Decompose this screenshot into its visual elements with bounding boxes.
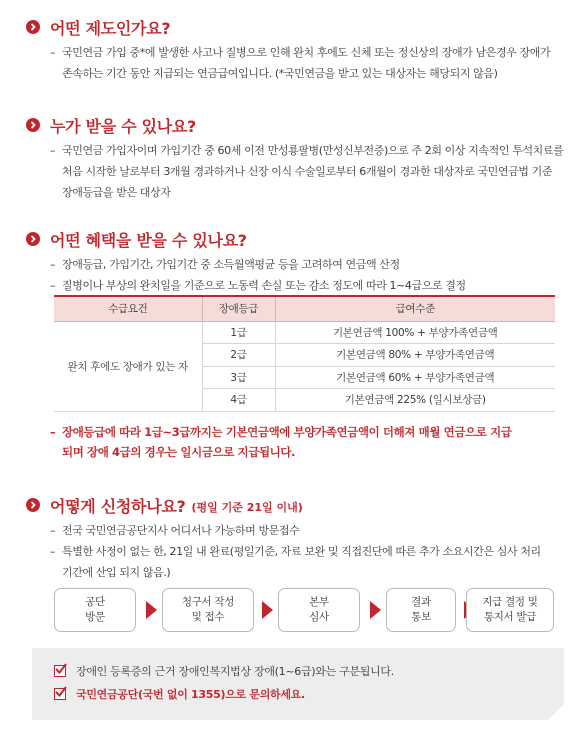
body-line: – 전국 국민연금공단지사 어디서나 가능하며 방문접수 [50,524,300,537]
section-who [26,114,566,203]
arrow-right-icon [262,601,273,619]
note-box [32,648,564,720]
section-title: 어떤 제도인가요? [50,18,171,38]
note-item: 장애인 등록증의 근거 장애인복지법상 장애(1~6급)와는 구분됩니다. [54,663,394,679]
arrow-right-icon [370,601,381,619]
table-cell-grade: 1급 [202,321,275,344]
table-header: 장애등급 [202,296,275,321]
table-cell-grade: 3급 [202,366,275,389]
benefit-highlight [26,422,566,462]
section-title: 누가 받을 수 있나요? [50,116,197,136]
arrow-right-icon [146,601,157,619]
benefit-table [54,295,555,412]
section-benefit [26,228,566,296]
body-line: 존속하는 기간 동안 지급되는 연금급여입니다. (*국민연금을 받고 있는 대상자는 해당되지 않음) [62,67,498,80]
note-item: 국민연금공단(국번 없이 1355)으로 문의하세요. [54,686,305,702]
table-cell-level: 기본연금액 100% + 부양가족연금액 [275,321,555,344]
chevron-right-circle-icon [26,118,40,132]
section-heading [26,114,566,136]
body-line: – 국민연금 가입 중*에 발생한 사고나 질병으로 인해 완치 후에도 신체 또는 정신상의 장애가 남은경우 장애가 [50,46,551,59]
table-cell-level: 기본연금액 80% + 부양가족연금액 [275,344,555,367]
chevron-right-circle-icon [26,498,40,512]
table-cell-level: 기본연금액 60% + 부양가족연금액 [275,366,555,389]
section-heading [26,494,566,516]
body-line: 기간에 산입 되지 않음.) [62,566,171,579]
checkbox-checked-icon [54,665,66,677]
highlight-line: – 장애등급에 따라 1급~3급까지는 기본연금액에 부양가족연금액이 더해져 매월 연금으로 지급 [50,425,512,439]
table-cell-level: 기본연금액 225% (일시보상금) [275,389,555,412]
body-line: – 국민연금 가입자이며 가입기간 중 60세 이전 만성룡팔병(만성신부전증)으로 주 2회 이상 지속적인 투석치료를 [50,144,564,157]
section-heading [26,228,566,250]
highlight-line: 되며 장애 4급의 경우는 일시금으로 지급됩니다. [62,445,296,459]
process-step: 지급 결정 및 통지서 발급 [466,588,554,632]
body-line: 처음 시작한 날로부터 3개월 경과하거나 신장 이식 수술일로부터 6개월이 경과한 대상자로 국민연금법 기준 [62,165,553,178]
process-step: 결과 통보 [386,588,456,632]
checkbox-checked-icon [54,688,66,700]
table-cell-grade: 4급 [202,389,275,412]
table-row [54,321,555,344]
body-line: – 장애등급, 가입기간, 가입기간 중 소득월액평균 등을 고려하여 연금액 산정 [50,258,400,271]
section-heading [26,16,566,38]
table-cell-grade: 2급 [202,344,275,367]
section-apply [26,494,566,583]
section-what [26,16,566,84]
section-title: 어떻게 신청하나요? [50,496,186,516]
chevron-right-circle-icon [26,232,40,246]
body-line: – 질병이나 부상의 완치일을 기준으로 노동력 손실 또는 감소 정도에 따라 1~4급으로 결정 [50,279,466,292]
section-title: 어떤 혜택을 받을 수 있나요? [50,230,247,250]
table-header: 급여수준 [275,296,555,321]
table-header-row [54,296,555,321]
chevron-right-circle-icon [26,20,40,34]
process-flow [54,588,554,632]
process-step: 청구서 작성 및 접수 [162,588,254,632]
table-cell-condition: 완치 후에도 장애가 있는 자 [54,321,202,411]
process-step: 본부 심사 [278,588,360,632]
body-line: 장애등급을 받은 대상자 [62,186,171,199]
section-subtitle: (평일 기준 21일 이내) [191,500,303,514]
table-header: 수급요건 [54,296,202,321]
body-line: – 특별한 사정이 없는 한, 21일 내 완료(평일기준, 자료 보완 및 직접진단에 따른 추가 소요시간은 심사 처리 [50,545,541,558]
process-step: 공단 방문 [54,588,136,632]
